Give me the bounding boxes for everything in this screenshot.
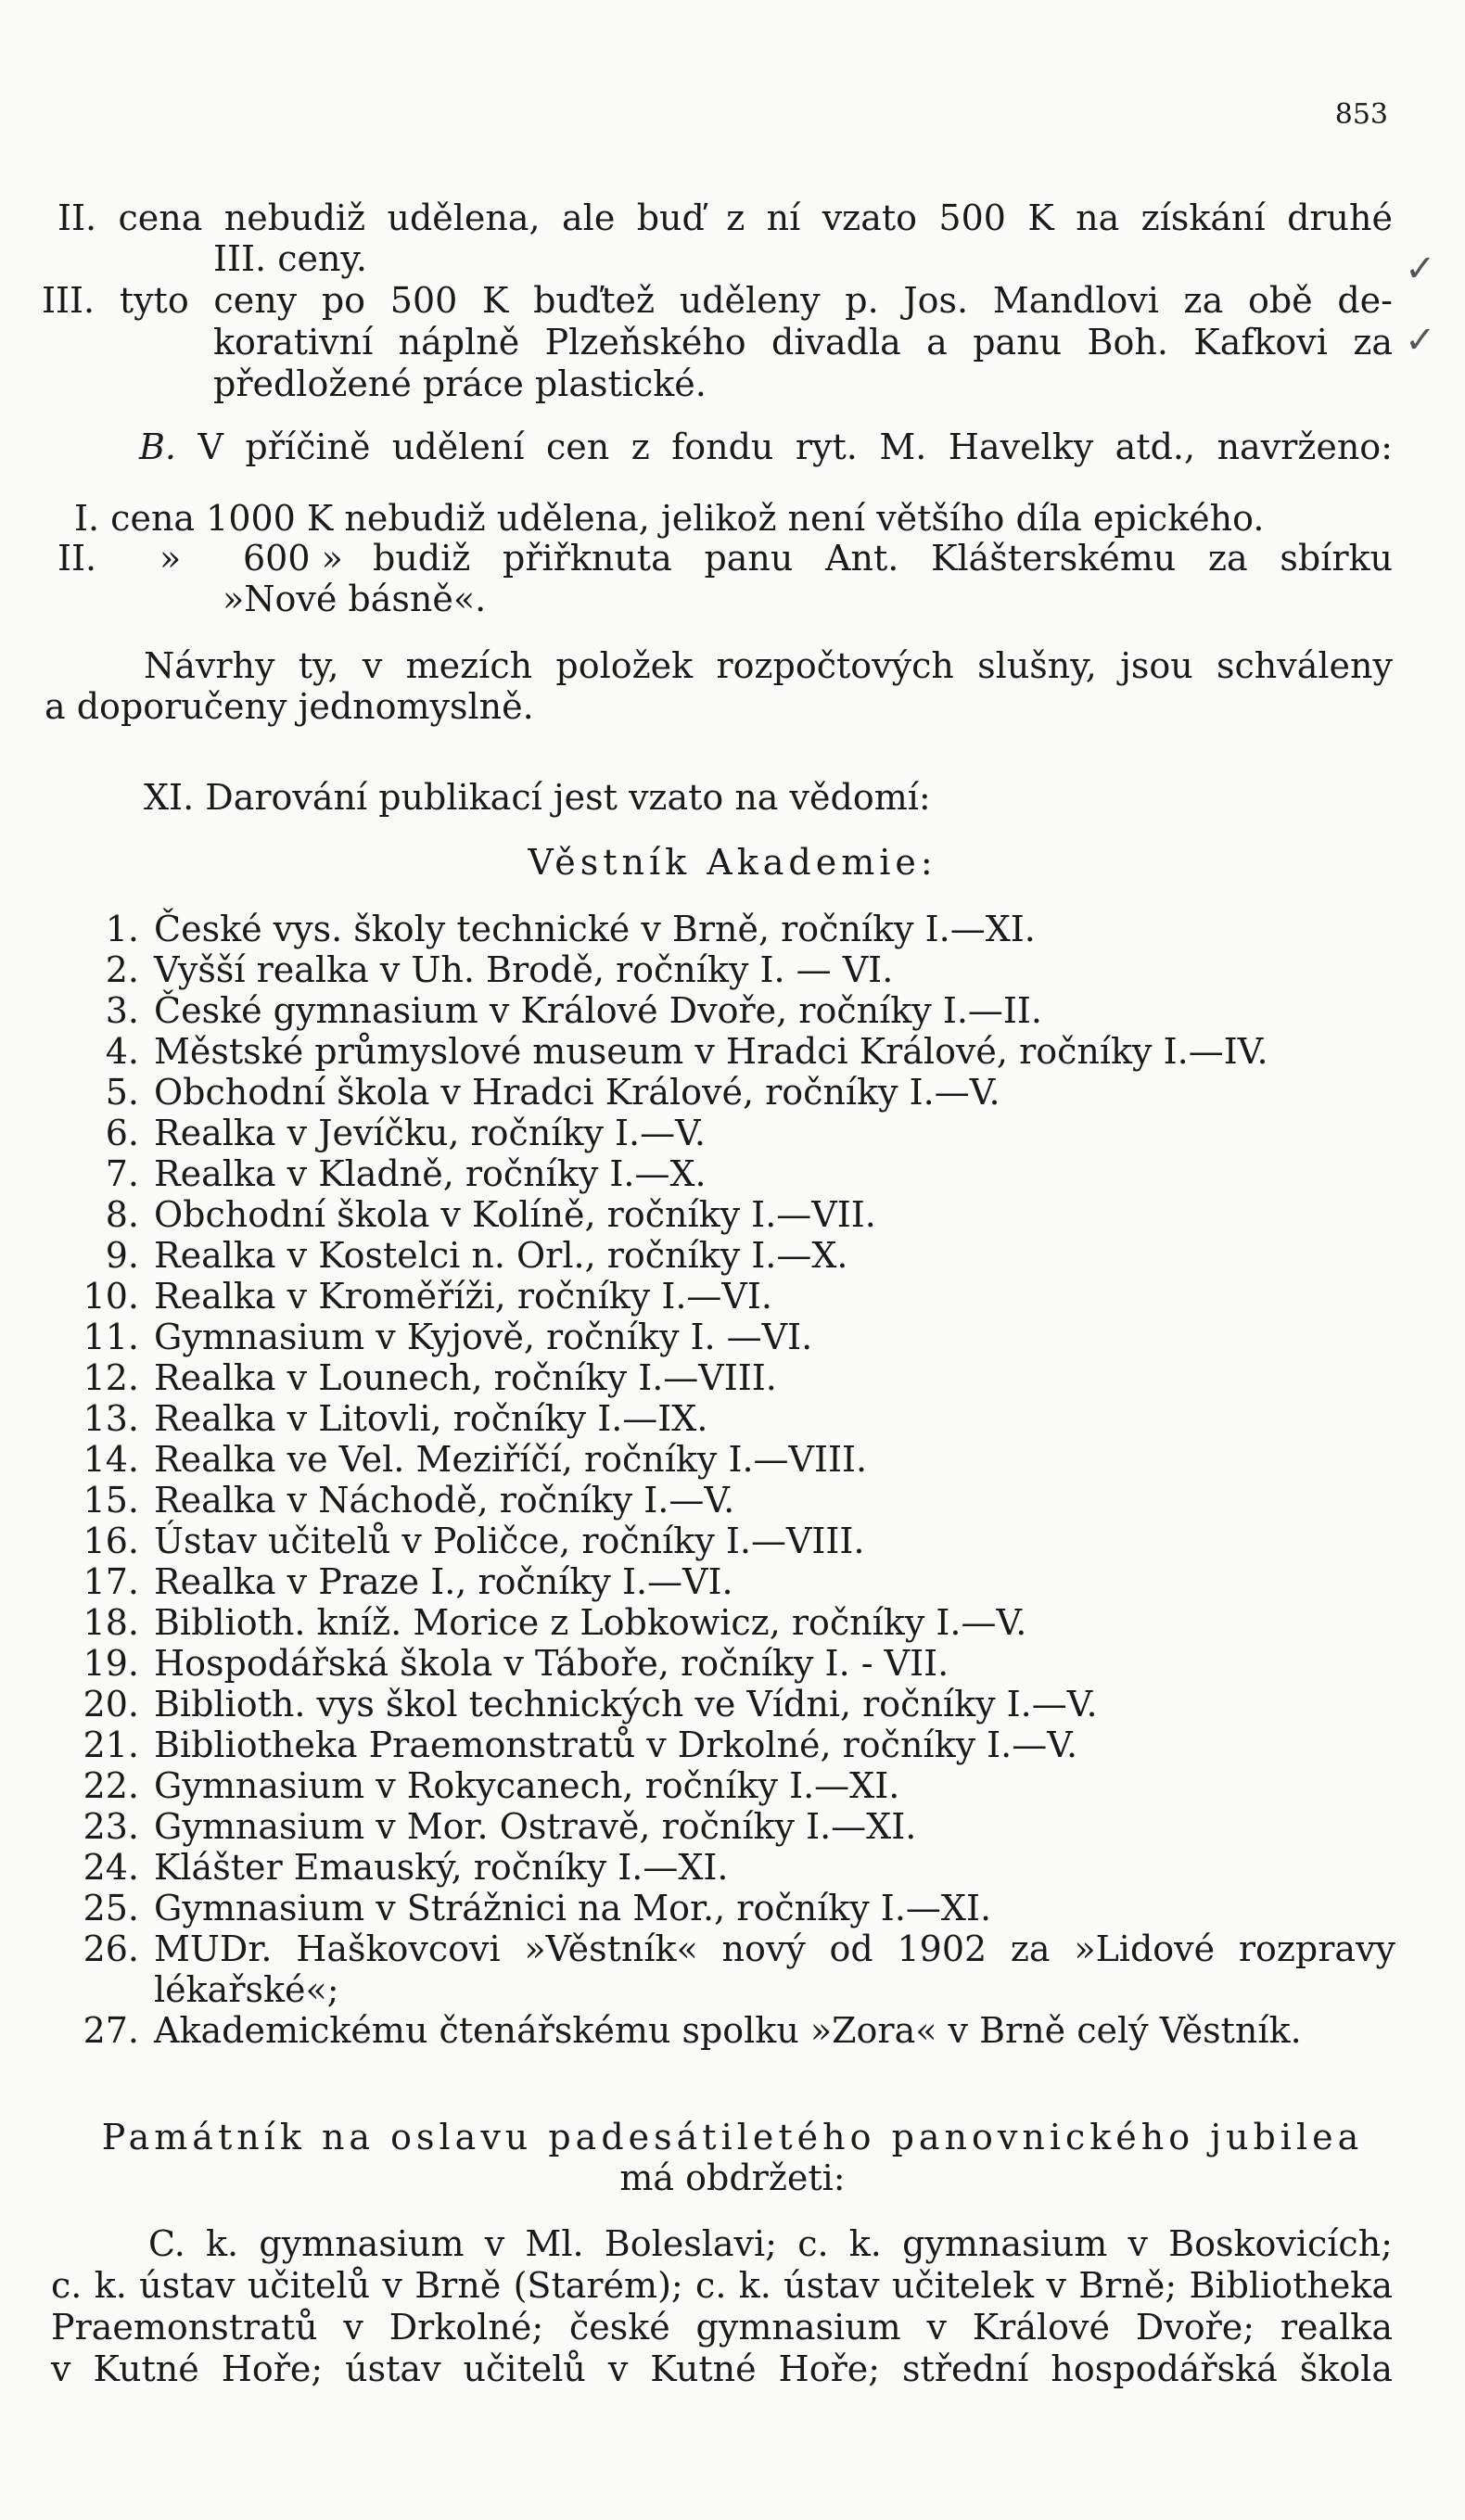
list-item: 19. Hospodářská škola v Táboře, ročníky I. - VII.	[83, 1643, 949, 1684]
jubilee-heading-line2: má obdržeti:	[619, 2157, 846, 2198]
list-item: 25. Gymnasium v Strážnici na Mor., ročníky I.—XI.	[83, 1888, 992, 1928]
ditto-mark: »	[159, 538, 182, 579]
amount: 600 »	[243, 538, 343, 579]
section-b-intro	[139, 426, 1393, 467]
check-mark-icon: ✓	[1405, 319, 1436, 362]
list-item: 7. Realka v Kladně, ročníky I.—X.	[105, 1153, 707, 1194]
list-item: 17. Realka v Praze I., ročníky I.—VI.	[83, 1561, 733, 1602]
section-b-item-cont: »Nové básně«.	[223, 579, 487, 619]
list-item: 12. Realka v Lounech, ročníky I.—VIII.	[83, 1357, 777, 1398]
jubilee-paragraph-line: Praemonstratů v Drkolné; české gymnasium v Králové Dvoře; realka	[51, 2307, 1393, 2348]
item-text: budiž přiřknuta panu Ant. Klášterskému za sbírku	[373, 538, 1393, 579]
list-item: 16. Ústav učitelů v Poličce, ročníky I.—VIII.	[83, 1521, 865, 1561]
list-item: 21. Bibliotheka Praemonstratů v Drkolné, ročníky I.—V.	[83, 1725, 1078, 1765]
section-xi-heading: XI. Darování publikací jest vzato na vědomí:	[144, 777, 931, 818]
list-item: 3. České gymnasium v Králové Dvoře, ročníky I.—II.	[105, 990, 1043, 1031]
list-item: 14. Realka ve Vel. Meziříčí, ročníky I.—VIII.	[83, 1439, 868, 1480]
prize-line: předložené práce plastické.	[213, 363, 707, 404]
page-number: 853	[1334, 98, 1388, 131]
prize-line: korativní náplně Plzeňského divadla a panu Boh. Kafkovi za	[213, 322, 1393, 363]
list-item: 8. Obchodní škola v Kolíně, ročníky I.—VII.	[105, 1194, 876, 1235]
jubilee-paragraph-line: c. k. ústav učitelů v Brně (Starém); c. k. ústav učitelek v Brně; Bibliotheka	[51, 2265, 1393, 2306]
list-item: 5. Obchodní škola v Hradci Králové, ročníky I.—V.	[105, 1072, 1000, 1113]
list-item: 6. Realka v Jevíčku, ročníky I.—V.	[105, 1113, 706, 1153]
list-item: 20. Biblioth. vys škol technických ve Vídni, ročníky I.—V.	[83, 1684, 1098, 1725]
section-b-item: I. cena 1000 K nebudiž udělena, jelikož není většího díla epického.	[74, 498, 1265, 539]
list-item: 10. Realka v Kroměříži, ročníky I.—VI.	[83, 1276, 772, 1317]
approval-line: a doporučeny jednomyslně.	[45, 686, 534, 727]
approval-line: Návrhy ty, v mezích položek rozpočtových slušny, jsou schváleny	[144, 645, 1393, 686]
list-item: 13. Realka v Litovli, ročníky I.—IX.	[83, 1398, 708, 1439]
check-mark-icon: ✓	[1405, 248, 1436, 290]
prize-line: II. cena nebudiž udělena, ale buď z ní vzato 500 K na získání druhé	[57, 197, 1393, 238]
list-item: 27. Akademickému čtenářskému spolku »Zora« v Brně celý Věstník.	[83, 2010, 1302, 2051]
section-b-letter: B.	[139, 426, 177, 467]
list-item: 2. Vyšší realka v Uh. Brodě, ročníky I. — VI.	[105, 949, 894, 990]
list-item: 11. Gymnasium v Kyjově, ročníky I. —VI.	[83, 1317, 813, 1357]
section-b-intro-text: V příčině udělení cen z fondu ryt. M. Havelky atd., navrženo:	[197, 426, 1393, 467]
list-item-continuation: lékařské«;	[154, 1969, 339, 2010]
list-item: 18. Biblioth. kníž. Morice z Lobkowicz, ročníky I.—V.	[83, 1602, 1027, 1643]
list-item: 24. Klášter Emauský, ročníky I.—XI.	[83, 1847, 729, 1888]
list-item: 4. Městské průmyslové museum v Hradci Králové, ročníky I.—IV.	[105, 1031, 1268, 1072]
list-item: 15. Realka v Náchodě, ročníky I.—V.	[83, 1480, 735, 1521]
jubilee-paragraph-line: v Kutné Hoře; ústav učitelů v Kutné Hoře; střední hospodářská škola	[51, 2348, 1393, 2389]
list-item: 9. Realka v Kostelci n. Orl., ročníky I.—X.	[105, 1235, 848, 1276]
list-item: 22. Gymnasium v Rokycanech, ročníky I.—XI.	[83, 1765, 900, 1806]
prize-line: III. ceny.	[213, 238, 367, 279]
item-number: II.	[57, 538, 97, 579]
section-xi-subheading: Věstník Akademie:	[528, 842, 937, 883]
publication-list	[51, 909, 1395, 2051]
list-item: 26. MUDr. Haškovcovi »Věstník« nový od 1902 za »Lidové rozpravy	[83, 1928, 1395, 1969]
list-item: 23. Gymnasium v Mor. Ostravě, ročníky I.—XI.	[83, 1806, 917, 1847]
list-item: 1. České vys. školy technické v Brně, ročníky I.—XI.	[105, 909, 1036, 949]
jubilee-paragraph-line: C. k. gymnasium v Ml. Boleslavi; c. k. gymnasium v Boskovicích;	[148, 2223, 1393, 2264]
jubilee-heading: Památník na oslavu padesátiletého panovnického jubilea	[101, 2117, 1364, 2157]
prize-line: III. tyto ceny po 500 K buďtež uděleny p. Jos. Mandlovi za obě de-	[42, 280, 1393, 321]
